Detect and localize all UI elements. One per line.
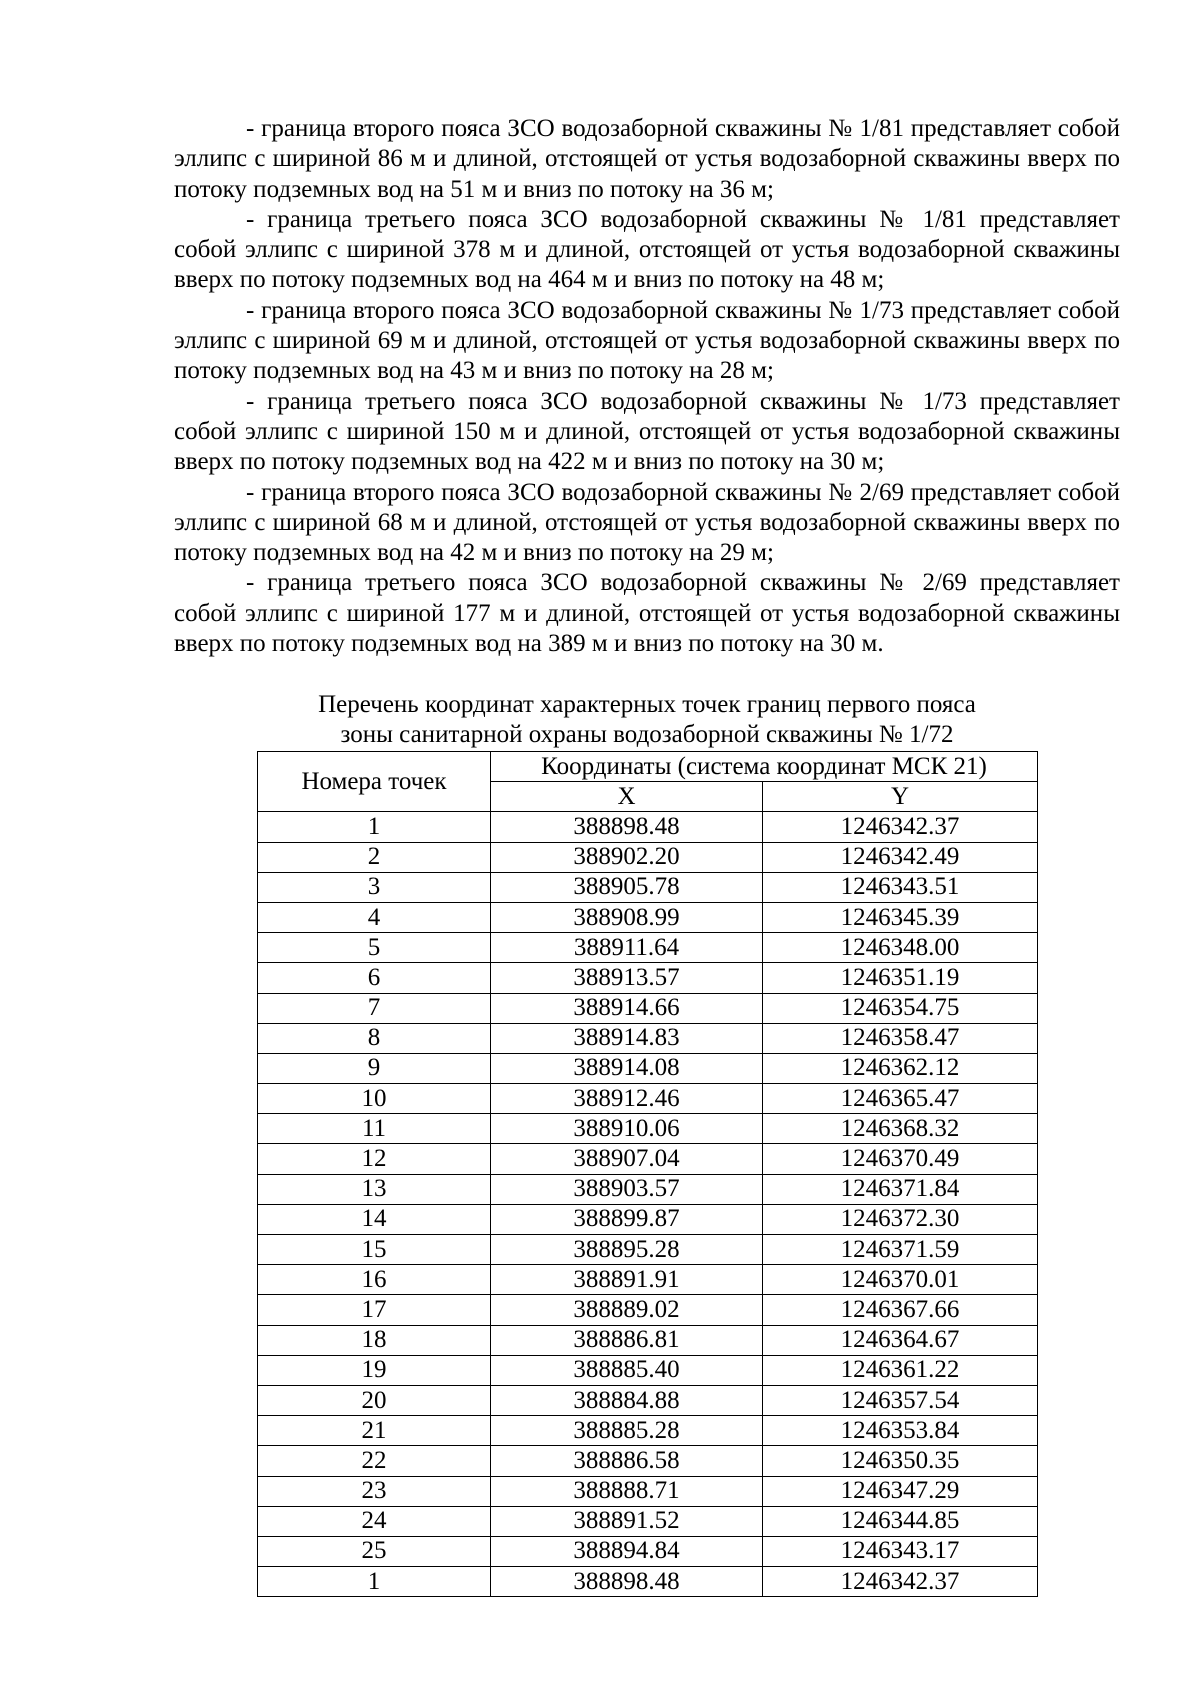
table-caption bbox=[174, 690, 1120, 750]
y-coordinate-cell: 1246343.17 bbox=[763, 1536, 1038, 1566]
y-coordinate-cell: 1246358.47 bbox=[763, 1023, 1038, 1053]
point-number-cell: 10 bbox=[258, 1084, 491, 1114]
header-x: X bbox=[491, 782, 763, 812]
table-row bbox=[258, 1235, 1038, 1265]
body-text bbox=[174, 114, 1120, 659]
x-coordinate-cell: 388895.28 bbox=[491, 1235, 763, 1265]
point-number-cell: 8 bbox=[258, 1023, 491, 1053]
point-number-cell: 25 bbox=[258, 1536, 491, 1566]
x-coordinate-cell: 388898.48 bbox=[491, 1567, 763, 1597]
paragraph: - граница третьего пояса ЗСО водозаборной скважины № 1/81 представляет собой эллипс с шириной 378 м и длиной, отстоящей от устья водозаборной скважины вверх по потоку подземных вод на 464 м и вниз по потоку на 48 м; bbox=[174, 205, 1120, 294]
coordinates-table bbox=[257, 751, 1038, 1597]
point-number-cell: 17 bbox=[258, 1295, 491, 1325]
y-coordinate-cell: 1246368.32 bbox=[763, 1114, 1038, 1144]
y-coordinate-cell: 1246354.75 bbox=[763, 993, 1038, 1023]
x-coordinate-cell: 388894.84 bbox=[491, 1536, 763, 1566]
table-header-row bbox=[258, 752, 1038, 782]
x-coordinate-cell: 388905.78 bbox=[491, 872, 763, 902]
table-row bbox=[258, 1295, 1038, 1325]
header-point-numbers: Номера точек bbox=[258, 752, 491, 812]
y-coordinate-cell: 1246361.22 bbox=[763, 1355, 1038, 1385]
table-row bbox=[258, 1144, 1038, 1174]
y-coordinate-cell: 1246367.66 bbox=[763, 1295, 1038, 1325]
point-number-cell: 13 bbox=[258, 1174, 491, 1204]
y-coordinate-cell: 1246353.84 bbox=[763, 1416, 1038, 1446]
table-caption-line: зоны санитарной охраны водозаборной скважины № 1/72 bbox=[340, 721, 954, 748]
table-row bbox=[258, 1567, 1038, 1597]
point-number-cell: 16 bbox=[258, 1265, 491, 1295]
y-coordinate-cell: 1246372.30 bbox=[763, 1204, 1038, 1234]
y-coordinate-cell: 1246343.51 bbox=[763, 872, 1038, 902]
x-coordinate-cell: 388891.91 bbox=[491, 1265, 763, 1295]
y-coordinate-cell: 1246342.37 bbox=[763, 812, 1038, 842]
table-row bbox=[258, 872, 1038, 902]
table-row bbox=[258, 1476, 1038, 1506]
table-row bbox=[258, 933, 1038, 963]
table-row bbox=[258, 842, 1038, 872]
table-row bbox=[258, 993, 1038, 1023]
x-coordinate-cell: 388885.28 bbox=[491, 1416, 763, 1446]
x-coordinate-cell: 388908.99 bbox=[491, 902, 763, 932]
y-coordinate-cell: 1246364.67 bbox=[763, 1325, 1038, 1355]
paragraph: - граница второго пояса ЗСО водозаборной скважины № 1/73 представляет собой эллипс с шириной 69 м и длиной, отстоящей от устья водозаборной скважины вверх по потоку подземных вод на 43 м и вниз по потоку на 28 м; bbox=[174, 296, 1120, 385]
point-number-cell: 19 bbox=[258, 1355, 491, 1385]
paragraph: - граница третьего пояса ЗСО водозаборной скважины № 2/69 представляет собой эллипс с шириной 177 м и длиной, отстоящей от устья водозаборной скважины вверх по потоку подземных вод на 389 м и вниз по потоку на 30 м. bbox=[174, 569, 1120, 658]
paragraph: - граница третьего пояса ЗСО водозаборной скважины № 1/73 представляет собой эллипс с шириной 150 м и длиной, отстоящей от устья водозаборной скважины вверх по потоку подземных вод на 422 м и вниз по потоку на 30 м; bbox=[174, 387, 1120, 476]
x-coordinate-cell: 388914.66 bbox=[491, 993, 763, 1023]
point-number-cell: 1 bbox=[258, 1567, 491, 1597]
point-number-cell: 7 bbox=[258, 993, 491, 1023]
table-row bbox=[258, 1446, 1038, 1476]
x-coordinate-cell: 388899.87 bbox=[491, 1204, 763, 1234]
x-coordinate-cell: 388912.46 bbox=[491, 1084, 763, 1114]
point-number-cell: 21 bbox=[258, 1416, 491, 1446]
y-coordinate-cell: 1246344.85 bbox=[763, 1506, 1038, 1536]
point-number-cell: 11 bbox=[258, 1114, 491, 1144]
table-row bbox=[258, 963, 1038, 993]
y-coordinate-cell: 1246371.84 bbox=[763, 1174, 1038, 1204]
table-row bbox=[258, 1416, 1038, 1446]
point-number-cell: 3 bbox=[258, 872, 491, 902]
point-number-cell: 6 bbox=[258, 963, 491, 993]
y-coordinate-cell: 1246350.35 bbox=[763, 1446, 1038, 1476]
point-number-cell: 4 bbox=[258, 902, 491, 932]
point-number-cell: 15 bbox=[258, 1235, 491, 1265]
table-row bbox=[258, 1023, 1038, 1053]
point-number-cell: 9 bbox=[258, 1053, 491, 1083]
table-row bbox=[258, 1355, 1038, 1385]
table-row bbox=[258, 1506, 1038, 1536]
x-coordinate-cell: 388914.83 bbox=[491, 1023, 763, 1053]
table-row bbox=[258, 1265, 1038, 1295]
x-coordinate-cell: 388889.02 bbox=[491, 1295, 763, 1325]
y-coordinate-cell: 1246351.19 bbox=[763, 963, 1038, 993]
table-row bbox=[258, 812, 1038, 842]
x-coordinate-cell: 388886.81 bbox=[491, 1325, 763, 1355]
table-row bbox=[258, 1174, 1038, 1204]
table-row bbox=[258, 1325, 1038, 1355]
table-row bbox=[258, 1536, 1038, 1566]
table-row bbox=[258, 1385, 1038, 1415]
y-coordinate-cell: 1246362.12 bbox=[763, 1053, 1038, 1083]
x-coordinate-cell: 388886.58 bbox=[491, 1446, 763, 1476]
y-coordinate-cell: 1246342.37 bbox=[763, 1567, 1038, 1597]
point-number-cell: 23 bbox=[258, 1476, 491, 1506]
x-coordinate-cell: 388913.57 bbox=[491, 963, 763, 993]
y-coordinate-cell: 1246371.59 bbox=[763, 1235, 1038, 1265]
x-coordinate-cell: 388888.71 bbox=[491, 1476, 763, 1506]
table-row bbox=[258, 1053, 1038, 1083]
x-coordinate-cell: 388903.57 bbox=[491, 1174, 763, 1204]
header-y: Y bbox=[763, 782, 1038, 812]
x-coordinate-cell: 388891.52 bbox=[491, 1506, 763, 1536]
table-row bbox=[258, 902, 1038, 932]
point-number-cell: 22 bbox=[258, 1446, 491, 1476]
paragraph: - граница второго пояса ЗСО водозаборной скважины № 2/69 представляет собой эллипс с шириной 68 м и длиной, отстоящей от устья водозаборной скважины вверх по потоку подземных вод на 42 м и вниз по потоку на 29 м; bbox=[174, 478, 1120, 567]
x-coordinate-cell: 388911.64 bbox=[491, 933, 763, 963]
point-number-cell: 1 bbox=[258, 812, 491, 842]
point-number-cell: 5 bbox=[258, 933, 491, 963]
y-coordinate-cell: 1246365.47 bbox=[763, 1084, 1038, 1114]
point-number-cell: 20 bbox=[258, 1385, 491, 1415]
table-row bbox=[258, 1084, 1038, 1114]
x-coordinate-cell: 388907.04 bbox=[491, 1144, 763, 1174]
y-coordinate-cell: 1246342.49 bbox=[763, 842, 1038, 872]
point-number-cell: 14 bbox=[258, 1204, 491, 1234]
y-coordinate-cell: 1246345.39 bbox=[763, 902, 1038, 932]
x-coordinate-cell: 388914.08 bbox=[491, 1053, 763, 1083]
table-body bbox=[258, 812, 1038, 1597]
table-row bbox=[258, 1204, 1038, 1234]
x-coordinate-cell: 388885.40 bbox=[491, 1355, 763, 1385]
y-coordinate-cell: 1246348.00 bbox=[763, 933, 1038, 963]
table-caption-line: Перечень координат характерных точек границ первого пояса bbox=[318, 691, 976, 718]
header-coordinates: Координаты (система координат МСК 21) bbox=[491, 752, 1038, 782]
y-coordinate-cell: 1246370.01 bbox=[763, 1265, 1038, 1295]
point-number-cell: 12 bbox=[258, 1144, 491, 1174]
y-coordinate-cell: 1246347.29 bbox=[763, 1476, 1038, 1506]
x-coordinate-cell: 388884.88 bbox=[491, 1385, 763, 1415]
table-row bbox=[258, 1114, 1038, 1144]
point-number-cell: 24 bbox=[258, 1506, 491, 1536]
x-coordinate-cell: 388902.20 bbox=[491, 842, 763, 872]
y-coordinate-cell: 1246357.54 bbox=[763, 1385, 1038, 1415]
x-coordinate-cell: 388910.06 bbox=[491, 1114, 763, 1144]
paragraph: - граница второго пояса ЗСО водозаборной скважины № 1/81 представляет собой эллипс с шириной 86 м и длиной, отстоящей от устья водозаборной скважины вверх по потоку подземных вод на 51 м и вниз по потоку на 36 м; bbox=[174, 115, 1120, 203]
point-number-cell: 18 bbox=[258, 1325, 491, 1355]
point-number-cell: 2 bbox=[258, 842, 491, 872]
y-coordinate-cell: 1246370.49 bbox=[763, 1144, 1038, 1174]
x-coordinate-cell: 388898.48 bbox=[491, 812, 763, 842]
